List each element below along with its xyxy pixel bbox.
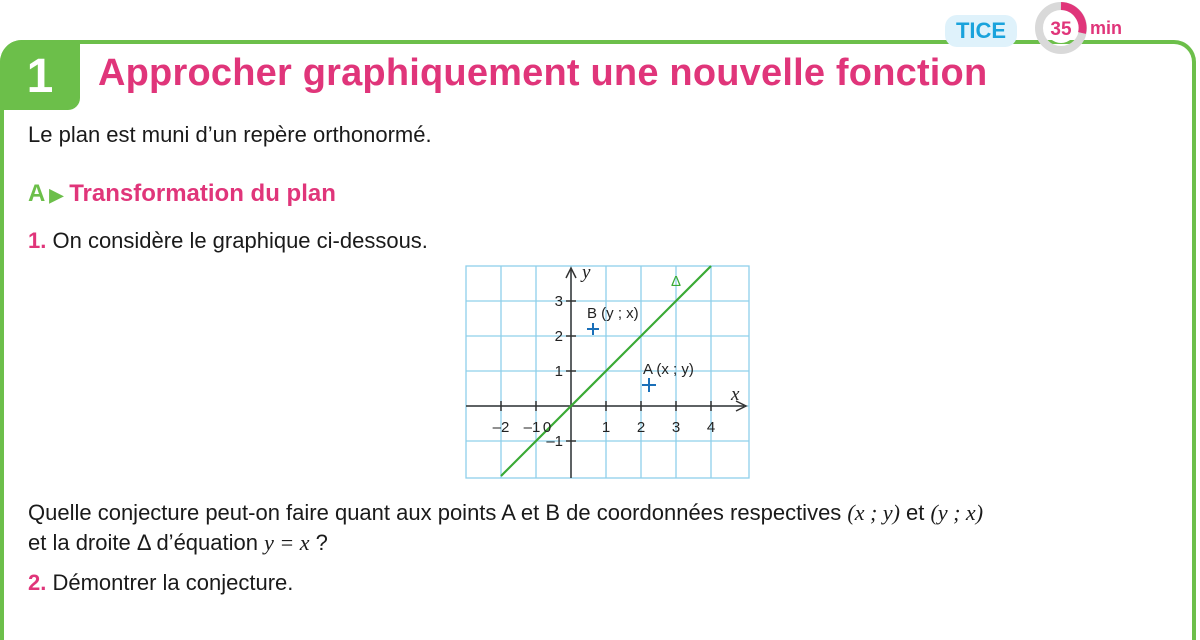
question-2-text: Démontrer la conjecture. [52, 570, 294, 595]
point-b-marker [587, 323, 599, 335]
coordinate-graph [460, 262, 760, 484]
timer-value: 35 [1050, 19, 1072, 40]
y-tick-label: 2 [554, 328, 563, 345]
question-1-text: On considère le graphique ci-dessous. [52, 228, 428, 253]
y-tick-label: 1 [554, 363, 563, 380]
y-tick-label: 3 [554, 293, 563, 310]
x-tick-label: –2 [492, 419, 510, 436]
timer-icon [1035, 2, 1087, 54]
intro-text: Le plan est muni d’un repère orthonormé. [28, 122, 432, 147]
conjecture-line2-end: ? [309, 530, 328, 555]
x-tick-label: 4 [706, 419, 716, 436]
timer-unit: min [1090, 18, 1123, 38]
conjecture-line2-mid: d’équation [150, 530, 265, 555]
conjecture-and: et [899, 500, 931, 525]
section-letter: A [28, 180, 46, 207]
play-arrow-icon: ▶ [49, 185, 64, 205]
coord-b: (y ; x) [930, 500, 984, 525]
conjecture-line2-start: et la droite [28, 530, 137, 555]
x-tick-label: 2 [636, 419, 646, 436]
y-axis-label: y [582, 262, 591, 283]
x-axis-label: x [731, 384, 740, 405]
x-tick-label: 1 [601, 419, 611, 436]
x-tick-label: 0 [542, 419, 552, 436]
question-1 [28, 228, 428, 254]
section-heading [28, 180, 336, 208]
question-1-number: 1. [28, 228, 47, 253]
point-a-marker [642, 378, 656, 392]
exercise-title: Approcher graphiquement une nouvelle fonction [98, 52, 988, 94]
equation: y = x [264, 530, 310, 555]
conjecture-line1: Quelle conjecture peut-on faire quant aux points A et B de coordonnées respectives [28, 500, 848, 525]
x-tick-label: –1 [523, 419, 541, 436]
tice-badge: TICE [945, 15, 1017, 47]
section-label: Transformation du plan [69, 180, 336, 207]
grid [466, 266, 749, 478]
x-tick-label: 3 [671, 419, 681, 436]
coord-a: (x ; y) [847, 500, 900, 525]
point-a-label: A (x ; y) [643, 361, 694, 378]
question-2 [28, 570, 293, 596]
y-tick-label: –1 [546, 433, 563, 450]
conjecture-question [28, 498, 1178, 558]
line-delta-label: Δ [671, 273, 682, 290]
question-2-number: 2. [28, 570, 47, 595]
exercise-number: 1 [0, 40, 80, 110]
delta-symbol: Δ [136, 530, 151, 555]
point-b-label: B (y ; x) [587, 305, 639, 322]
